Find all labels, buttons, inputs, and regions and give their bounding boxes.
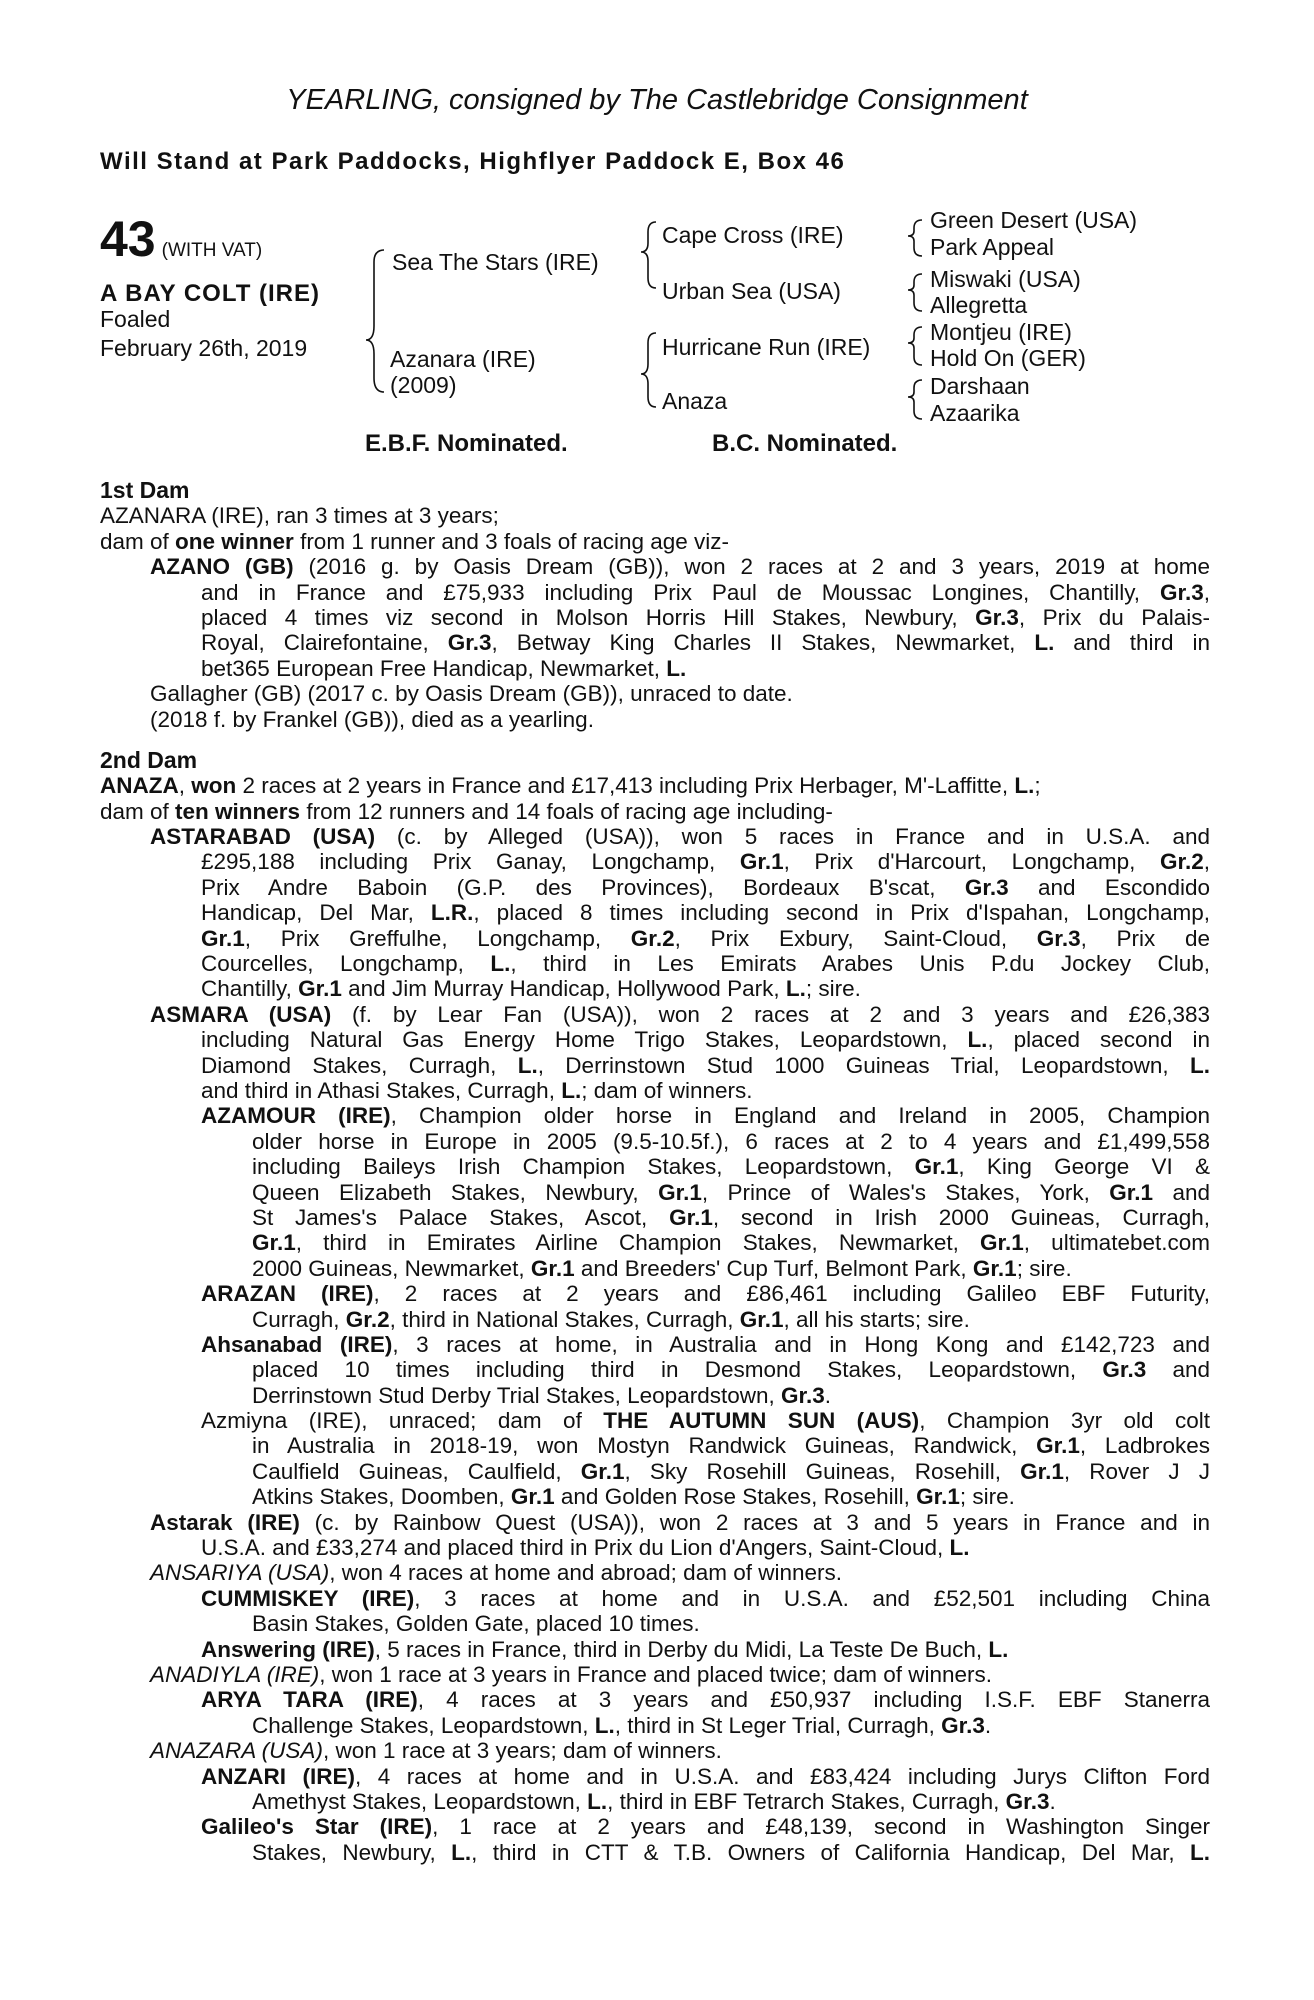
text-run: Queen Elizabeth Stakes, Newbury, [252, 1179, 659, 1205]
text-run: L. [666, 655, 687, 681]
text-run: L. [517, 1052, 538, 1078]
text-line [100, 976, 1210, 1001]
pedigree-sds: Miswaki (USA) [930, 266, 1081, 292]
text-line [100, 951, 1210, 976]
text-line [100, 773, 1210, 798]
text-run: Gr.1 [669, 1204, 713, 1230]
text-run: Derrinstown Stud Derby Trial Stakes, Leopardstown, [252, 1382, 781, 1408]
text-run: , won 4 races at home and abroad; dam of winners. [329, 1560, 843, 1586]
text-line [100, 605, 1210, 630]
text-run: AZANARA (IRE), ran 3 times at 3 years; [100, 503, 499, 529]
text-run: , 4 races at 3 years and £50,937 including I.S.F. EBF Stanerra [417, 1687, 1210, 1713]
text-run: and [1146, 1357, 1210, 1383]
text-run: ARAZAN (IRE) [201, 1281, 374, 1307]
text-run: and Escondido [1008, 874, 1210, 900]
text-line [100, 681, 1210, 706]
text-line [100, 799, 1210, 824]
text-run: L.R. [430, 900, 474, 926]
text-line [100, 1205, 1210, 1230]
text-run: Diamond Stakes, Curragh, [201, 1052, 518, 1078]
text-line [100, 1180, 1210, 1205]
text-line [100, 1256, 1210, 1281]
text-run: Azmiyna (IRE), unraced; dam of [201, 1408, 604, 1434]
text-run: and Breeders' Cup Turf, Belmont Park, [574, 1255, 973, 1281]
text-run: Gr.1 [530, 1255, 575, 1281]
text-line [100, 1484, 1210, 1509]
text-line [100, 1281, 1210, 1306]
text-run: . [1049, 1788, 1056, 1814]
text-line [100, 1433, 1210, 1458]
text-line [100, 1814, 1210, 1839]
ebf-nominated: E.B.F. Nominated. [365, 430, 568, 457]
text-line [100, 1078, 1210, 1103]
second-dam-text [100, 773, 1210, 1865]
text-line [100, 900, 1210, 925]
text-run: Gr.1 [739, 1306, 784, 1332]
text-run: Stakes, Newbury, [252, 1839, 452, 1865]
text-run: including Natural Gas Energy Home Trigo Stakes, Leopardstown, [201, 1027, 968, 1053]
text-run: and Golden Rose Stakes, Rosehill, [554, 1484, 917, 1510]
text-run: Gr.1 [1036, 1433, 1080, 1459]
text-run: (2016 g. by Oasis Dream (GB)), won 2 races at 2 and 3 years, 2019 at home [293, 554, 1210, 580]
text-run: L. [1190, 1839, 1210, 1865]
text-run: Ahsanabad (IRE) [201, 1331, 393, 1357]
stand-location: Will Stand at Park Paddocks, Highflyer Paddock E, Box 46 [100, 148, 846, 175]
text-line [100, 1307, 1210, 1332]
pedigree-ss: Cape Cross (IRE) [662, 222, 844, 248]
text-run: Gr.2 [630, 925, 675, 951]
text-run: Gr.3 [964, 874, 1009, 900]
text-run: L. [967, 1027, 988, 1053]
pedigree-dds: Darshaan [930, 373, 1030, 399]
text-run: ten winners [175, 798, 301, 824]
text-run: . [824, 1382, 832, 1408]
text-run: L. [587, 1788, 608, 1814]
text-run: including Baileys Irish Champion Stakes, Leopardstown, [252, 1154, 915, 1180]
text-run: , [1203, 579, 1210, 605]
text-line [100, 1510, 1210, 1535]
foaled-label: Foaled [100, 306, 171, 332]
first-dam-heading: 1st Dam [100, 477, 190, 503]
text-run: ANAZA [100, 773, 179, 799]
text-run: placed 4 times viz second in Molson Horris Hill Stakes, Newbury, [201, 604, 976, 630]
text-line [100, 503, 1210, 528]
text-run: , King George VI & [958, 1154, 1210, 1180]
text-line [100, 1535, 1210, 1560]
text-run: from 12 runners and 14 foals of racing age including- [300, 798, 833, 824]
text-run: Amethyst Stakes, Leopardstown, [252, 1788, 588, 1814]
text-run: ANZARI (IRE) [201, 1763, 355, 1789]
text-run: , Prix Greffulhe, Longchamp, [244, 925, 631, 951]
lot-number: 43 [100, 211, 156, 267]
text-run: Gr.3 [1005, 1788, 1050, 1814]
text-run: Gr.1 [1109, 1179, 1154, 1205]
text-run: , third in National Stakes, Curragh, [389, 1306, 740, 1332]
text-run: Gr.3 [1036, 925, 1081, 951]
text-run: , Betway King Charles II Stakes, Newmarket, [491, 630, 1035, 656]
pedigree-sdd: Allegretta [930, 292, 1028, 318]
text-run: placed 10 times including third in Desmond Stakes, Leopardstown, [252, 1357, 1103, 1383]
pedigree-sire: Sea The Stars (IRE) [392, 249, 599, 275]
text-run: ANSARIYA (USA) [150, 1560, 330, 1586]
text-line [100, 630, 1210, 655]
text-run: Gr.1 [739, 849, 784, 875]
text-run: (f. by Lear Fan (USA)), won 2 races at 2 and 3 years and £26,383 [331, 1001, 1210, 1027]
text-line [100, 554, 1210, 579]
text-run: L. [1190, 1052, 1210, 1078]
text-run: , [1203, 849, 1210, 875]
text-line [100, 849, 1210, 874]
text-run: £295,188 including Prix Ganay, Longchamp, [201, 849, 740, 875]
text-run: 2 races at 2 years in France and £17,413 including Prix Herbager, M'-Laffitte, [236, 773, 1015, 799]
text-run: Gr.1 [201, 925, 245, 951]
text-line [100, 1002, 1210, 1027]
text-run: L. [561, 1077, 582, 1103]
text-run: , Prix du Palais- [1018, 604, 1210, 630]
text-run: Royal, Clairefontaine, [201, 630, 448, 656]
text-run: Answering (IRE) [201, 1636, 375, 1662]
text-run: and in France and £75,933 including Prix Paul de Moussac Longines, Chantilly, [201, 579, 1160, 605]
text-line [100, 707, 1210, 732]
pedigree-sd: Urban Sea (USA) [662, 278, 841, 304]
text-run: (c. by Alleged (USA)), won 5 races in France and in U.S.A. and [375, 824, 1210, 850]
text-run: Curragh, [252, 1306, 346, 1332]
text-run: (c. by Rainbow Quest (USA)), won 2 races at 3 and 5 years in France and in [299, 1509, 1210, 1535]
text-run: ANAZARA (USA) [150, 1738, 323, 1764]
text-run: and third in [1054, 630, 1210, 656]
bracket-ds [908, 327, 922, 365]
text-run: Gr.3 [1159, 579, 1204, 605]
text-line [100, 1764, 1210, 1789]
pedigree-dss: Montjeu (IRE) [930, 319, 1072, 345]
text-line [100, 1789, 1210, 1814]
text-run: Challenge Stakes, Leopardstown, [252, 1712, 595, 1738]
text-run: , third in CTT & T.B. Owners of California Handicap, Del Mar, [471, 1839, 1191, 1865]
text-run: ; sire. [805, 976, 861, 1002]
text-run: St James's Palace Stakes, Ascot, [252, 1204, 670, 1230]
text-line [100, 1103, 1210, 1128]
foaled-date: February 26th, 2019 [100, 335, 308, 361]
text-line [100, 824, 1210, 849]
pedigree-ds: Hurricane Run (IRE) [662, 334, 871, 360]
text-run: , all his starts; sire. [783, 1306, 970, 1332]
text-run: , Ladbrokes [1079, 1433, 1210, 1459]
text-run: Atkins Stakes, Doomben, [252, 1484, 511, 1510]
text-run: ; [1034, 773, 1041, 799]
text-run: , 2 races at 2 years and £86,461 including Galileo EBF Futurity, [373, 1281, 1210, 1307]
text-run: Gallagher (GB) (2017 c. by Oasis Dream (GB)), unraced to date. [150, 681, 793, 707]
text-run: THE AUTUMN SUN (AUS) [603, 1408, 920, 1434]
text-run: Gr.1 [298, 976, 342, 1002]
text-run: U.S.A. and £33,274 and placed third in Prix du Lion d'Angers, Saint-Cloud, [201, 1535, 950, 1561]
text-run: Gr.1 [1020, 1458, 1064, 1484]
first-dam-text [100, 503, 1210, 732]
text-run: , placed second in [987, 1027, 1210, 1053]
text-line [100, 1053, 1210, 1078]
text-line [100, 1840, 1210, 1865]
text-run: AZAMOUR (IRE) [201, 1103, 391, 1129]
text-line [100, 1230, 1210, 1255]
text-run: in Australia in 2018-19, won Mostyn Randwick Guineas, Randwick, [252, 1433, 1037, 1459]
lot-description: A BAY COLT (IRE) [100, 280, 321, 307]
text-run: ASMARA (USA) [150, 1001, 332, 1027]
text-run: Gr.3 [975, 604, 1019, 630]
bracket-dd [908, 380, 922, 419]
text-run: Gr.2 [1159, 849, 1204, 875]
text-run: , Prix d'Harcourt, Longchamp, [783, 849, 1160, 875]
text-run: 2000 Guineas, Newmarket, [252, 1255, 531, 1281]
bracket-sire [641, 222, 656, 288]
text-run: and Jim Murray Handicap, Hollywood Park, [341, 976, 786, 1002]
text-run: L. [949, 1535, 970, 1561]
text-run: L. [594, 1712, 615, 1738]
text-line [100, 1687, 1210, 1712]
vat-note: (WITH VAT) [161, 240, 263, 261]
text-line [100, 1586, 1210, 1611]
text-line [100, 875, 1210, 900]
text-run: Gr.1 [580, 1458, 625, 1484]
text-run: Gr.1 [972, 1255, 1017, 1281]
text-run: from 1 runner and 3 foals of racing age viz- [293, 528, 730, 554]
text-run: , second in Irish 2000 Guineas, Curragh, [712, 1204, 1210, 1230]
text-run: , Rover J J [1063, 1458, 1210, 1484]
pedigree-sss: Green Desert (USA) [930, 207, 1138, 233]
text-run: Gr.1 [914, 1154, 959, 1180]
text-run: L. [490, 951, 511, 977]
bracket-sd [908, 274, 922, 311]
text-run: , 1 race at 2 years and £48,139, second in Washington Singer [432, 1814, 1210, 1840]
text-run: (2018 f. by Frankel (GB)), died as a yearling. [150, 706, 594, 732]
text-run: L. [1014, 773, 1035, 799]
text-run: , 3 races at home and in U.S.A. and £52,501 including China [414, 1585, 1210, 1611]
text-line [100, 1027, 1210, 1052]
text-run: , Sky Rosehill Guineas, Rosehill, [624, 1458, 1021, 1484]
text-run: , Prix Exbury, Saint-Cloud, [674, 925, 1037, 951]
pedigree-ssd: Park Appeal [930, 234, 1055, 260]
text-run: bet365 European Free Handicap, Newmarket, [201, 655, 667, 681]
text-line [100, 1383, 1210, 1408]
text-line [100, 1560, 1210, 1585]
text-run: L. [988, 1636, 1009, 1662]
text-run: Courcelles, Longchamp, [201, 951, 491, 977]
text-run: , Prince of Wales's Stakes, York, [701, 1179, 1110, 1205]
text-run: Basin Stakes, Golden Gate, placed 10 times. [252, 1611, 700, 1637]
text-run: dam of [100, 528, 176, 554]
bracket-ss [908, 220, 922, 256]
text-line [100, 1637, 1210, 1662]
text-run: Gr.3 [941, 1712, 985, 1738]
text-line [100, 580, 1210, 605]
bracket-dam [641, 333, 656, 407]
text-run: AZANO (GB) [150, 554, 294, 580]
text-line [100, 529, 1210, 554]
text-run: , Prix de [1080, 925, 1210, 951]
text-run: Gr.1 [980, 1230, 1024, 1256]
text-run: dam of [100, 798, 176, 824]
text-run: , 5 races in France, third in Derby du Midi, La Teste De Buch, [374, 1636, 989, 1662]
text-run: , won 1 race at 3 years in France and placed twice; dam of winners. [319, 1661, 993, 1687]
text-run: Galileo's Star (IRE) [201, 1814, 433, 1840]
text-run: L. [451, 1839, 472, 1865]
text-run: one winner [175, 528, 294, 554]
text-run: , ultimatebet.com [1023, 1230, 1210, 1256]
text-run: , Derrinstown Stud 1000 Guineas Trial, Leopardstown, [537, 1052, 1190, 1078]
text-line [100, 1408, 1210, 1433]
text-run: ; dam of winners. [581, 1077, 753, 1103]
text-run: . [984, 1712, 992, 1738]
text-run: ASTARABAD (USA) [150, 824, 376, 850]
pedigree-dam: Azanara (IRE) [390, 346, 536, 372]
text-run: , Champion older horse in England and Ireland in 2005, Champion [390, 1103, 1210, 1129]
text-run: Gr.3 [1102, 1357, 1147, 1383]
text-run: , [178, 773, 192, 799]
second-dam-heading: 2nd Dam [100, 746, 198, 773]
pedigree-ddd: Azaarika [930, 400, 1020, 426]
dam-details [100, 478, 1210, 1865]
text-run: , third in EBF Tetrarch Stakes, Curragh, [607, 1788, 1006, 1814]
text-run: Gr.2 [345, 1306, 390, 1332]
text-run: and [1153, 1179, 1210, 1205]
bracket-sire-dam [366, 250, 384, 392]
text-run: Prix Andre Baboin (G.P. des Provinces), Bordeaux B'scat, [201, 874, 965, 900]
text-run: Caulfield Guineas, Caulfield, [252, 1458, 581, 1484]
text-run: , third in Emirates Airline Champion Stakes, Newmarket, [295, 1230, 981, 1256]
text-run: , placed 8 times including second in Prix d'Ispahan, Longchamp, [473, 900, 1210, 926]
text-run: Gr.1 [510, 1484, 555, 1510]
text-run: , 4 races at home and in U.S.A. and £83,424 including Jurys Clifton Ford [355, 1763, 1210, 1789]
text-run: Gr.3 [781, 1382, 825, 1408]
bc-nominated: B.C. Nominated. [712, 430, 898, 457]
text-run: , won 1 race at 3 years; dam of winners. [322, 1738, 722, 1764]
text-run: and third in Athasi Stakes, Curragh, [201, 1077, 562, 1103]
text-line [100, 1713, 1210, 1738]
text-run: L. [785, 976, 806, 1002]
text-line [100, 1357, 1210, 1382]
text-run: older horse in Europe in 2005 (9.5-10.5f.), 6 races at 2 to 4 years and £1,499,558 [252, 1128, 1210, 1154]
text-run: , Champion 3yr old colt [919, 1408, 1210, 1434]
text-line [100, 1738, 1210, 1763]
text-run: , 3 races at home, in Australia and in Hong Kong and £142,723 and [392, 1331, 1210, 1357]
text-run: CUMMISKEY (IRE) [201, 1585, 415, 1611]
text-run: ; sire. [1016, 1255, 1072, 1281]
text-line [100, 1611, 1210, 1636]
text-run: , third in St Leger Trial, Curragh, [614, 1712, 942, 1738]
text-run: L. [1034, 630, 1055, 656]
text-run: Gr.1 [252, 1230, 296, 1256]
text-run: ANADIYLA (IRE) [150, 1661, 320, 1687]
text-run: ; sire. [959, 1484, 1015, 1510]
text-line [100, 1129, 1210, 1154]
text-run: ARYA TARA (IRE) [201, 1687, 418, 1713]
text-run: Gr.1 [658, 1179, 702, 1205]
text-run: Astarak (IRE) [150, 1509, 300, 1535]
text-run: Chantilly, [201, 976, 299, 1002]
text-run: Handicap, Del Mar, [201, 900, 431, 926]
pedigree-dam-year: (2009) [390, 372, 457, 398]
text-line [100, 1662, 1210, 1687]
consignment-line: YEARLING, consigned by The Castlebridge Consignment [286, 84, 1028, 116]
text-run: won [191, 773, 237, 799]
text-line [100, 1459, 1210, 1484]
text-run: Gr.1 [916, 1484, 960, 1510]
text-line [100, 1332, 1210, 1357]
text-line [100, 926, 1210, 951]
pedigree-dsd: Hold On (GER) [930, 345, 1086, 371]
pedigree-dd: Anaza [662, 388, 728, 414]
text-run: , third in Les Emirats Arabes Unis P.du Jockey Club, [510, 951, 1210, 977]
text-line [100, 1154, 1210, 1179]
text-line [100, 656, 1210, 681]
text-run: Gr.3 [447, 630, 492, 656]
